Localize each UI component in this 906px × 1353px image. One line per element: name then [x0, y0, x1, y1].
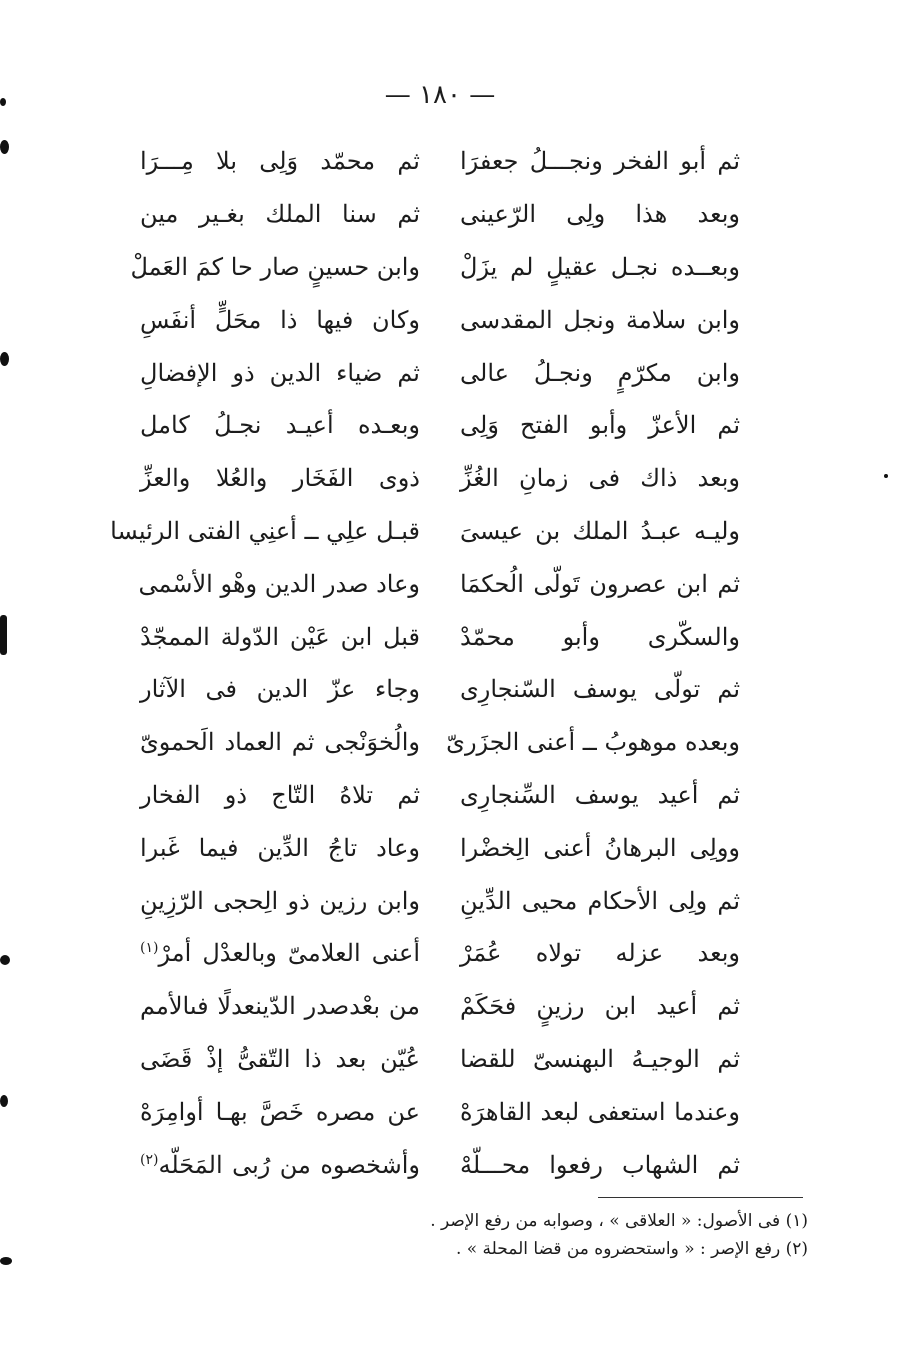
first-hemistich: ثم ابن عصرون تَولّى الُحكمَا: [460, 569, 740, 598]
second-hemistich: ثم محمّد وَلِى بلا مِـــرَا: [140, 147, 420, 176]
second-hemistich: ذوى الفَخَار والعُلا والعزِّ: [140, 464, 420, 493]
verse-line: [140, 927, 740, 980]
footnote-divider: [598, 1197, 803, 1198]
poem-verses: [110, 135, 740, 1191]
first-hemistich: والسكّرى وأبو محمّدْ: [460, 622, 740, 651]
verse-line: [140, 1138, 740, 1191]
second-hemistich: قبل ابن عَيْن الدّولة الممجّدْ: [140, 622, 420, 651]
verse-line: [140, 188, 740, 241]
hemistich-text: أعنى العلامىّ وبالعدْل أمرْ: [158, 939, 420, 968]
second-hemistich: عن مصره خَصَّ بهـا أوامِرَهْ: [140, 1097, 420, 1126]
first-hemistich: ثم أبو الفخر ونجـــلُ جعفرَا: [460, 147, 740, 176]
verse-line: [140, 821, 740, 874]
second-hemistich: من بعْدصدر الدّينعدلًا فىالأمم: [140, 992, 420, 1021]
footnote-marker: (٢): [140, 1151, 159, 1168]
footnote-marker: (١): [140, 940, 159, 957]
second-hemistich: وابن رزين ذو الِحجى الرّزِينِ: [140, 886, 420, 915]
verse-line: [140, 769, 740, 822]
first-hemistich: ثم تولّى يوسف السّنجارِى: [460, 675, 740, 704]
scan-mark: [0, 955, 10, 965]
second-hemistich: [140, 939, 420, 967]
second-hemistich: وعاد تاجُ الدِّين فيما غَبرا: [140, 833, 420, 862]
first-hemistich: ثم الأعزّ وأبو الفتح وَلِى: [460, 411, 740, 440]
scan-mark: [0, 1095, 8, 1107]
first-hemistich: وبعد هذا ولِى الرّعينى: [460, 200, 740, 229]
first-hemistich: وعندما استعفى لبعد القاهرَهْ: [460, 1097, 740, 1126]
first-hemistich: وابن مكرّمٍ ونجـلُ عالى: [460, 358, 740, 387]
verse-line: [140, 452, 740, 505]
scan-mark: [0, 1257, 12, 1265]
verse-line: [140, 346, 740, 399]
second-hemistich: ثم سنا الملك بغـير مين: [140, 200, 420, 229]
first-hemistich: ثم ولِى الأحكام محيى الدِّينِ: [460, 886, 740, 915]
verse-line: [140, 980, 740, 1033]
scan-mark: [884, 474, 888, 478]
first-hemistich: وبعد عزله تولاه عُمَرْ: [460, 939, 740, 968]
second-hemistich: ثم تلاهُ التّاج ذو الفخار: [140, 780, 420, 809]
first-hemistich: وبعــده نجـل عقيلٍ لم يزَلْ: [460, 252, 740, 281]
second-hemistich: وكان فيها ذا محَلٍّ أنفَسِ: [140, 305, 420, 334]
verse-line: [140, 716, 740, 769]
first-hemistich: وابن سلامة ونجل المقدسى: [460, 305, 740, 334]
second-hemistich: ثم ضياء الدين ذو الإفضالِ: [140, 358, 420, 387]
verse-line: [140, 1085, 740, 1138]
second-hemistich: وعاد صدر الدين وهْو الأسْمى: [138, 569, 420, 598]
first-hemistich: ثم أعيد يوسف السِّنجارِى: [460, 780, 740, 809]
verse-line: [140, 557, 740, 610]
verse-line: [110, 505, 740, 558]
verse-line: [140, 399, 740, 452]
hemistich-text: وأشخصوه من رُبى المَحَلّه: [158, 1150, 420, 1179]
verse-line: [140, 610, 740, 663]
verse-line: [140, 135, 740, 188]
second-hemistich: وابن حسينٍ صار حا كمَ العَملْ: [130, 252, 420, 281]
verse-line: [140, 293, 740, 346]
first-hemistich: ثم أعيد ابن رزينٍ فحَكَمْ: [460, 992, 740, 1021]
verse-line: [140, 1033, 740, 1086]
first-hemistich: وليـه عبـدُ الملك بن عيسىَ: [460, 516, 740, 545]
footnote: (١) فى الأصول: « العلاقى » ، وصوابه من رفع الإصر .: [430, 1211, 808, 1231]
first-hemistich: وبعد ذاك فى زمانِ الغُزِّ: [460, 464, 740, 493]
first-hemistich: ثم الوجيـهُ البهنسىّ للقضا: [460, 1044, 740, 1073]
verse-line: [130, 241, 740, 294]
first-hemistich: وبعده موهوبُ ــ أعنى الجزَرىّ: [446, 728, 740, 757]
second-hemistich: قبـل علِي ــ أعنِي الفتى الرئيسا: [110, 516, 420, 545]
second-hemistich: وجاء عزّ الدين فى الآثار: [140, 675, 420, 704]
footnote: (٢) رفع الإصر : « واستحضروه من قضا المحلة » .: [455, 1239, 808, 1259]
first-hemistich: ثم الشهاب رفعوا محـــلّهْ: [460, 1150, 740, 1179]
footnotes: [248, 1207, 808, 1263]
verse-line: [140, 874, 740, 927]
second-hemistich: وبعـده أعيـد نجـلُ كامل: [140, 411, 420, 440]
second-hemistich: عُيّن بعد ذا التّقىُّ إذْ قَضَى: [140, 1044, 420, 1073]
second-hemistich: [140, 1151, 420, 1179]
scan-mark: [0, 352, 9, 366]
scan-mark: [0, 615, 7, 655]
page-number: — ١٨٠ —: [384, 80, 496, 110]
verse-line: [140, 663, 740, 716]
scan-mark: [0, 98, 6, 106]
second-hemistich: والُخوَنْجى ثم العماد الَحموىّ: [140, 728, 420, 757]
scan-mark: [0, 140, 9, 154]
first-hemistich: وولِى البرهانُ أعنى الِخضْرا: [460, 833, 740, 862]
